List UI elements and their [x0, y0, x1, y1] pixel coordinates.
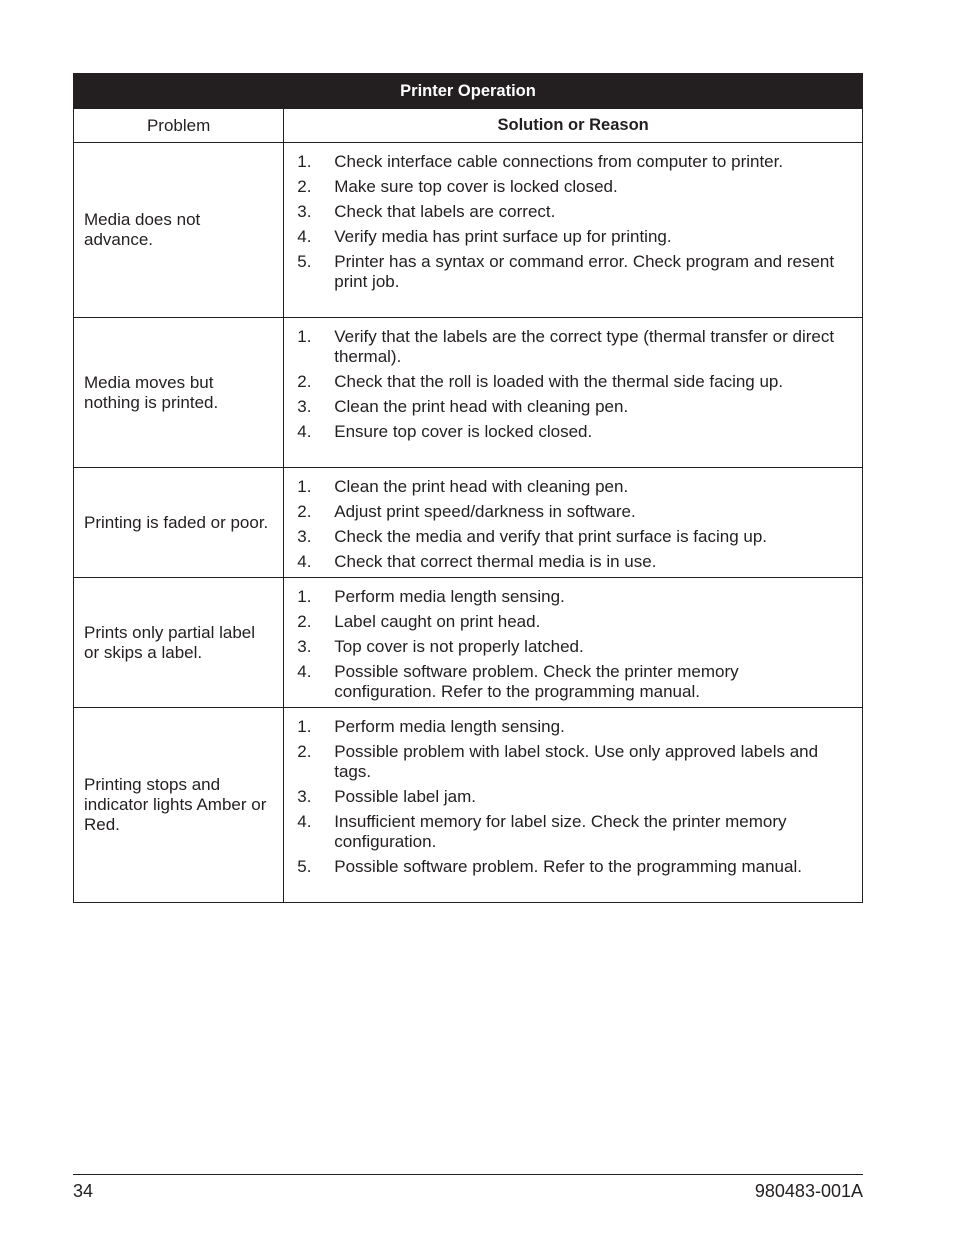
step-text: Check interface cable connections from computer to printer.	[334, 152, 784, 171]
solution-step	[284, 372, 862, 392]
step-number: 3.	[297, 527, 312, 546]
step-number: 1.	[297, 477, 312, 496]
step-text: Make sure top cover is locked closed.	[334, 177, 618, 196]
table-title-row	[74, 74, 863, 109]
page-number: 34	[73, 1181, 94, 1201]
table-row	[74, 708, 863, 903]
problem-cell: Prints only partial label or skips a label.	[74, 578, 284, 708]
solution-cell	[284, 708, 863, 903]
solution-step	[284, 812, 862, 852]
table-row	[74, 578, 863, 708]
step-text: Printer has a syntax or command error. Check program and resent print job.	[334, 252, 835, 291]
table-header-row	[74, 109, 863, 143]
solution-step	[284, 477, 862, 497]
step-text: Possible software problem. Check the printer memory configuration. Refer to the programming manual.	[334, 662, 739, 701]
troubleshooting-table	[73, 73, 863, 903]
solution-step	[284, 177, 862, 197]
step-text: Check the media and verify that print surface is facing up.	[334, 527, 768, 546]
solution-cell	[284, 468, 863, 578]
step-text: Label caught on print head.	[334, 612, 541, 631]
step-text: Possible software problem. Refer to the programming manual.	[334, 857, 802, 876]
step-number: 4.	[297, 422, 312, 441]
solution-step	[284, 857, 862, 877]
solution-step	[284, 397, 862, 417]
solution-column-header: Solution or Reason	[284, 109, 863, 143]
problem-cell: Printing stops and indicator lights Amber or Red.	[74, 708, 284, 903]
step-number: 3.	[297, 202, 312, 221]
step-text: Check that the roll is loaded with the thermal side facing up.	[334, 372, 784, 391]
step-number: 1.	[297, 717, 312, 736]
step-number: 5.	[297, 252, 312, 271]
step-number: 2.	[297, 742, 312, 761]
step-number: 1.	[297, 327, 312, 346]
solution-step	[284, 527, 862, 547]
problem-column-header: Problem	[74, 109, 284, 143]
solution-cell	[284, 578, 863, 708]
step-text: Possible label jam.	[334, 787, 476, 806]
step-text: Check that labels are correct.	[334, 202, 556, 221]
step-text: Clean the print head with cleaning pen.	[334, 397, 629, 416]
step-number: 2.	[297, 612, 312, 631]
step-text: Verify that the labels are the correct type (thermal transfer or direct thermal).	[334, 327, 835, 366]
solution-cell	[284, 143, 863, 318]
table-row	[74, 318, 863, 468]
solution-cell	[284, 318, 863, 468]
step-number: 2.	[297, 372, 312, 391]
step-number: 4.	[297, 227, 312, 246]
solution-step	[284, 202, 862, 222]
step-number: 3.	[297, 637, 312, 656]
problem-cell: Printing is faded or poor.	[74, 468, 284, 578]
solution-step	[284, 327, 862, 367]
problem-cell: Media does not advance.	[74, 143, 284, 318]
solution-step	[284, 227, 862, 247]
step-number: 4.	[297, 812, 312, 831]
step-text: Check that correct thermal media is in use.	[334, 552, 657, 571]
step-text: Top cover is not properly latched.	[334, 637, 584, 656]
solution-step	[284, 637, 862, 657]
table-row	[74, 468, 863, 578]
step-text: Possible problem with label stock. Use only approved labels and tags.	[334, 742, 819, 781]
step-number: 1.	[297, 587, 312, 606]
step-number: 4.	[297, 662, 312, 681]
solution-step	[284, 742, 862, 782]
solution-step	[284, 587, 862, 607]
step-text: Ensure top cover is locked closed.	[334, 422, 593, 441]
step-text: Verify media has print surface up for printing.	[334, 227, 672, 246]
step-text: Clean the print head with cleaning pen.	[334, 477, 629, 496]
table-row	[74, 143, 863, 318]
step-number: 3.	[297, 787, 312, 806]
solution-step	[284, 152, 862, 172]
table-title: Printer Operation	[74, 74, 863, 109]
solution-step	[284, 422, 862, 442]
problem-cell: Media moves but nothing is printed.	[74, 318, 284, 468]
step-number: 2.	[297, 502, 312, 521]
step-text: Adjust print speed/darkness in software.	[334, 502, 636, 521]
solution-step	[284, 787, 862, 807]
solution-step	[284, 717, 862, 737]
step-number: 1.	[297, 152, 312, 171]
document-number: 980483-001A	[754, 1181, 863, 1201]
step-number: 3.	[297, 397, 312, 416]
footer-divider	[73, 1174, 863, 1175]
solution-step	[284, 612, 862, 632]
step-text: Insufficient memory for label size. Check the printer memory configuration.	[334, 812, 787, 851]
step-number: 4.	[297, 552, 312, 571]
step-number: 5.	[297, 857, 312, 876]
step-text: Perform media length sensing.	[334, 587, 565, 606]
solution-step	[284, 502, 862, 522]
step-text: Perform media length sensing.	[334, 717, 565, 736]
solution-step	[284, 552, 862, 572]
step-number: 2.	[297, 177, 312, 196]
solution-step	[284, 662, 862, 702]
solution-step	[284, 252, 862, 292]
